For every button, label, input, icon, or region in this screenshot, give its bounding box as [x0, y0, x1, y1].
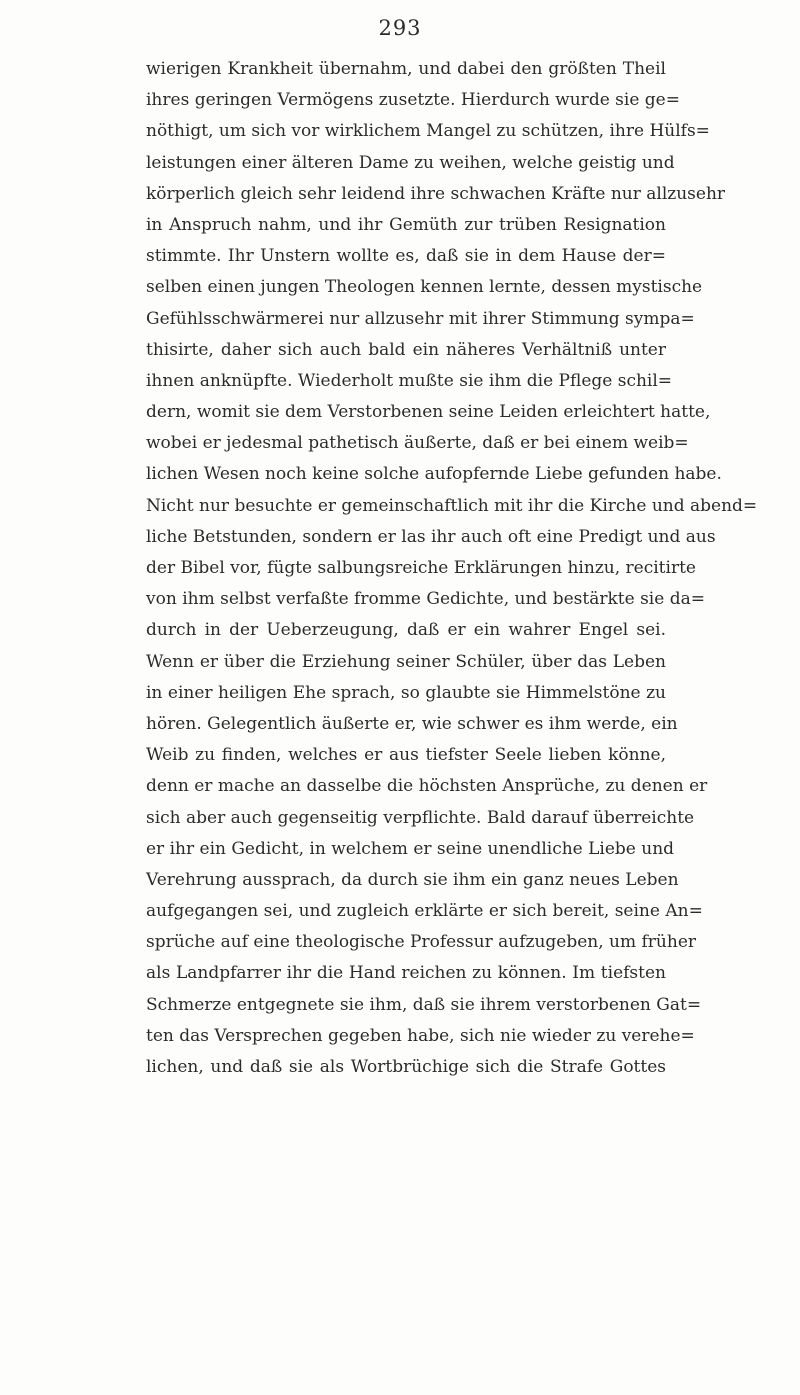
text-line: Schmerze entgegnete sie ihm, daß sie ihrem verstorbenen Gat=	[146, 994, 702, 1015]
text-line: durch in der Ueberzeugung, daß er ein wahrer Engel sei.	[146, 620, 666, 641]
text-line: aufgegangen sei, und zugleich erklärte er sich bereit, seine An=	[146, 901, 703, 922]
text-line: körperlich gleich sehr leidend ihre schwachen Kräfte nur allzusehr	[146, 183, 726, 204]
text-line: nöthigt, um sich vor wirklichem Mangel zu schützen, ihre Hülfs=	[146, 121, 710, 142]
text-line: ihres geringen Vermögens zusetzte. Hierdurch wurde sie ge=	[146, 90, 680, 111]
text-line: ten das Versprechen gegeben habe, sich nie wieder zu verehe=	[146, 1025, 695, 1046]
text-line: hören. Gelegentlich äußerte er, wie schwer es ihm werde, ein	[146, 713, 678, 734]
text-line: in Anspruch nahm, und ihr Gemüth zur trüben Resignation	[146, 214, 666, 235]
text-line: ihnen anknüpfte. Wiederholt mußte sie ihm die Pflege schil=	[146, 370, 673, 391]
text-line: selben einen jungen Theologen kennen lernte, dessen mystische	[146, 277, 703, 298]
text-line: sprüche auf eine theologische Professur aufzugeben, um früher	[146, 932, 697, 953]
text-line: Wenn er über die Erziehung seiner Schüler, über das Leben	[146, 651, 666, 672]
text-line: Gefühlsschwärmerei nur allzusehr mit ihrer Stimmung sympa=	[146, 308, 695, 329]
text-line: wobei er jedesmal pathetisch äußerte, daß er bei einem weib=	[146, 433, 689, 454]
text-line: sich aber auch gegenseitig verpflichte. Bald darauf überreichte	[146, 807, 695, 828]
text-line: leistungen einer älteren Dame zu weihen, welche geistig und	[146, 152, 675, 173]
text-line: Weib zu finden, welches er aus tiefster Seele lieben könne,	[146, 745, 666, 766]
text-line: liche Betstunden, sondern er las ihr auch oft eine Predigt und aus	[146, 526, 716, 547]
text-line: von ihm selbst verfaßte fromme Gedichte, und bestärkte sie da=	[146, 589, 705, 610]
body-text	[146, 54, 758, 1083]
text-line: wierigen Krankheit übernahm, und dabei den größten Theil	[146, 59, 666, 79]
text-line: er ihr ein Gedicht, in welchem er seine unendliche Liebe und	[146, 838, 675, 859]
text-line: lichen, und daß sie als Wortbrüchige sich die Strafe Gottes	[146, 1057, 666, 1077]
text-line: als Landpfarrer ihr die Hand reichen zu können. Im tiefsten	[146, 963, 666, 984]
text-line: Verehrung aussprach, da durch sie ihm ein ganz neues Leben	[146, 869, 679, 890]
text-line: thisirte, daher sich auch bald ein näheres Verhältniß unter	[146, 339, 666, 360]
page-number: 293	[378, 16, 422, 40]
text-line: in einer heiligen Ehe sprach, so glaubte sie Himmelstöne zu	[146, 682, 666, 703]
text-line: stimmte. Ihr Unstern wollte es, daß sie in dem Hause der=	[146, 246, 666, 267]
text-line: denn er mache an dasselbe die höchsten Ansprüche, zu denen er	[146, 776, 708, 797]
text-line: dern, womit sie dem Verstorbenen seine Leiden erleichtert hatte,	[146, 402, 711, 423]
text-line: der Bibel vor, fügte salbungsreiche Erklärungen hinzu, recitirte	[146, 558, 696, 578]
text-line: Nicht nur besuchte er gemeinschaftlich mit ihr die Kirche und abend=	[146, 495, 758, 516]
text-line: lichen Wesen noch keine solche aufopfernde Liebe gefunden habe.	[146, 464, 722, 485]
